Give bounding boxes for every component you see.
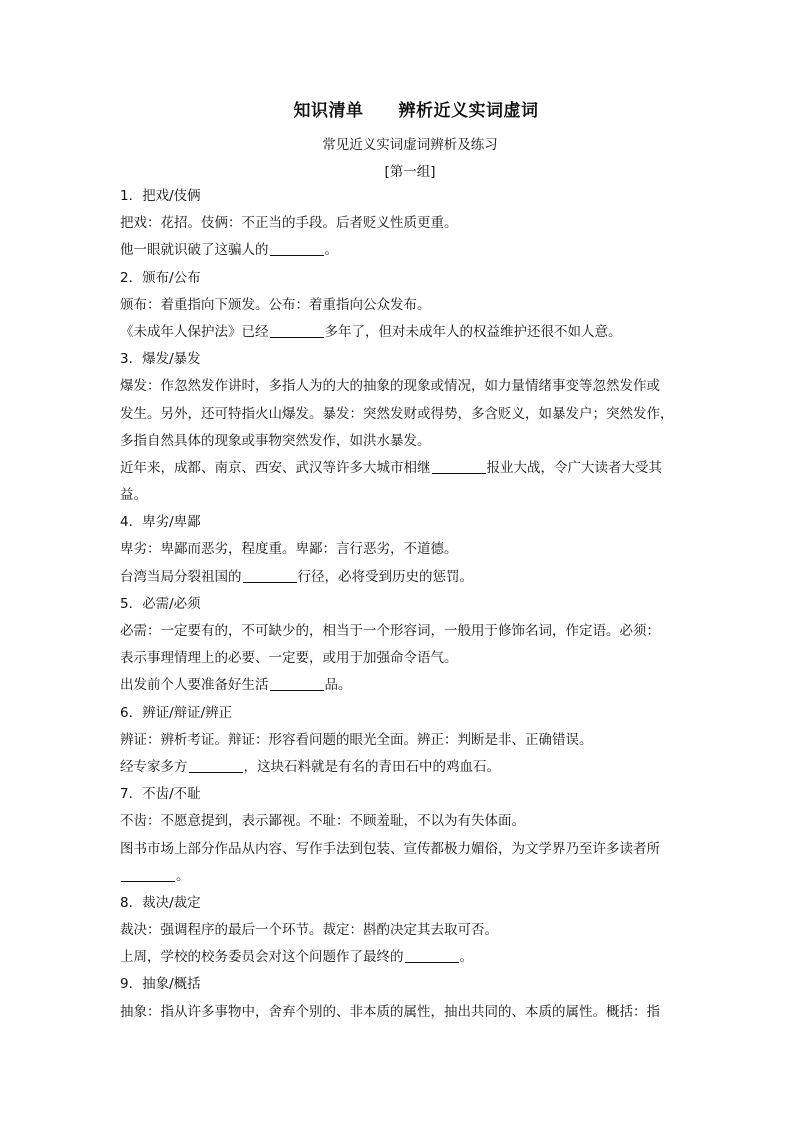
answer-blank (432, 459, 486, 474)
exercise-sentence (120, 482, 680, 509)
exercise-text-after: 。 (459, 949, 473, 966)
item-heading: 8．裁决/裁定 (120, 894, 201, 911)
page-subtitle: 常见近义实词虚词辨析及练习 (322, 137, 498, 153)
exercise-sentence (120, 863, 680, 890)
exercise-sentence (120, 455, 680, 482)
exercise-text-after: 行径，必将受到历史的惩罚。 (297, 568, 473, 585)
item-explanation: 必需：一定要有的，不可缺少的，相当于一个形容词，一般用于修饰名词，作定语。必须： (120, 623, 660, 639)
exercise-text-after: 。 (176, 867, 190, 884)
item-explanation: 不齿：不愿意提到，表示鄙视。不耻：不顾羞耻，不以为有失体面。 (120, 813, 525, 830)
item-explanation: 爆发：作忽然发作讲时，多指人为的大的抽象的现象或情况，如力量情绪事变等忽然发作或 (120, 378, 660, 395)
item-explanation: 发生。另外，还可特指火山爆发。暴发：突然发财或得势，多含贬义，如暴发户；突然发作， (120, 405, 674, 422)
item-heading: 6．辨证/辩证/辨正 (120, 704, 233, 721)
answer-blank (243, 568, 297, 583)
exercise-sentence (120, 237, 680, 264)
exercise-text-after: ，这块石料就是有名的青田石中的鸡血石。 (243, 758, 500, 775)
item-explanation: 多指自然具体的现象或事物突然发作，如洪水暴发。 (120, 432, 431, 449)
exercise-sentence (120, 754, 680, 781)
item-heading: 4．卑劣/卑鄙 (120, 514, 201, 531)
exercise-sentence (120, 836, 680, 863)
item-heading: 1．把戏/伎俩 (120, 188, 201, 204)
item-heading: 3．爆发/暴发 (120, 351, 201, 368)
exercise-sentence (120, 672, 680, 699)
answer-blank (270, 676, 324, 691)
exercise-text-after: 品。 (324, 677, 352, 694)
exercise-text-after: 。 (324, 242, 338, 259)
item-explanation: 裁决：强调程序的最后一个环节。裁定：斟酌决定其去取可否。 (120, 922, 498, 939)
exercise-text-after: 报业大战，令广大读者大受其 (486, 459, 662, 476)
item-heading: 5．必需/必须 (120, 595, 201, 612)
exercise-sentence (120, 944, 680, 971)
exercise-text-before: 图书市场上部分作品从内容、写作手法到包装、宣传都极力媚俗，为文学界乃至许多读者所 (120, 840, 660, 857)
item-heading: 9．抽象/概括 (120, 976, 201, 993)
item-explanation: 表示事理情理上的必要、一定要，或用于加强命令语气。 (120, 650, 458, 667)
item-explanation: 辨证：辨析考证。辩证：形容看问题的眼光全面。辨正：判断是非、正确错误。 (120, 731, 593, 748)
exercise-text-before: 上周，学校的校务委员会对这个问题作了最终的 (120, 949, 404, 966)
exercise-text-before: 台湾当局分裂祖国的 (120, 568, 242, 585)
exercise-text-before: 近年来，成都、南京、西安、武汉等许多大城市相继 (120, 459, 431, 476)
exercise-text-before: 经专家多方 (120, 758, 188, 775)
page-title: 知识清单 辨析近义实词虚词 (293, 101, 539, 121)
document-body (120, 183, 680, 1026)
answer-blank (270, 241, 324, 256)
item-explanation: 抽象：指从许多事物中，舍弃个别的、非本质的属性，抽出共同的、本质的属性。概括：指 (120, 1003, 660, 1020)
exercise-text-before: 出发前个人要准备好生活 (120, 677, 269, 694)
item-heading: 2．颁布/公布 (120, 269, 201, 286)
group-label: [第一组] (384, 164, 436, 180)
exercise-text-before: 他一眼就识破了这骗人的 (120, 242, 269, 259)
item-heading: 7．不齿/不耻 (120, 786, 201, 803)
exercise-text-before: 《未成年人保护法》已经 (120, 323, 269, 340)
exercise-sentence (120, 564, 680, 591)
item-explanation: 颁布：着重指向下颁发。公布：着重指向公众发布。 (120, 296, 431, 313)
answer-blank (121, 867, 175, 882)
answer-blank (270, 323, 324, 338)
exercise-text-after: 多年了，但对未成年人的权益维护还很不如人意。 (324, 323, 622, 340)
item-explanation: 把戏：花招。伎俩：不正当的手段。后者贬义性质更重。 (120, 215, 458, 232)
item-explanation: 卑劣：卑鄙而恶劣，程度重。卑鄙：言行恶劣，不道德。 (120, 541, 458, 558)
answer-blank (189, 758, 243, 773)
exercise-sentence (120, 319, 680, 346)
exercise-text-after: 益。 (120, 487, 147, 504)
answer-blank (405, 948, 459, 963)
